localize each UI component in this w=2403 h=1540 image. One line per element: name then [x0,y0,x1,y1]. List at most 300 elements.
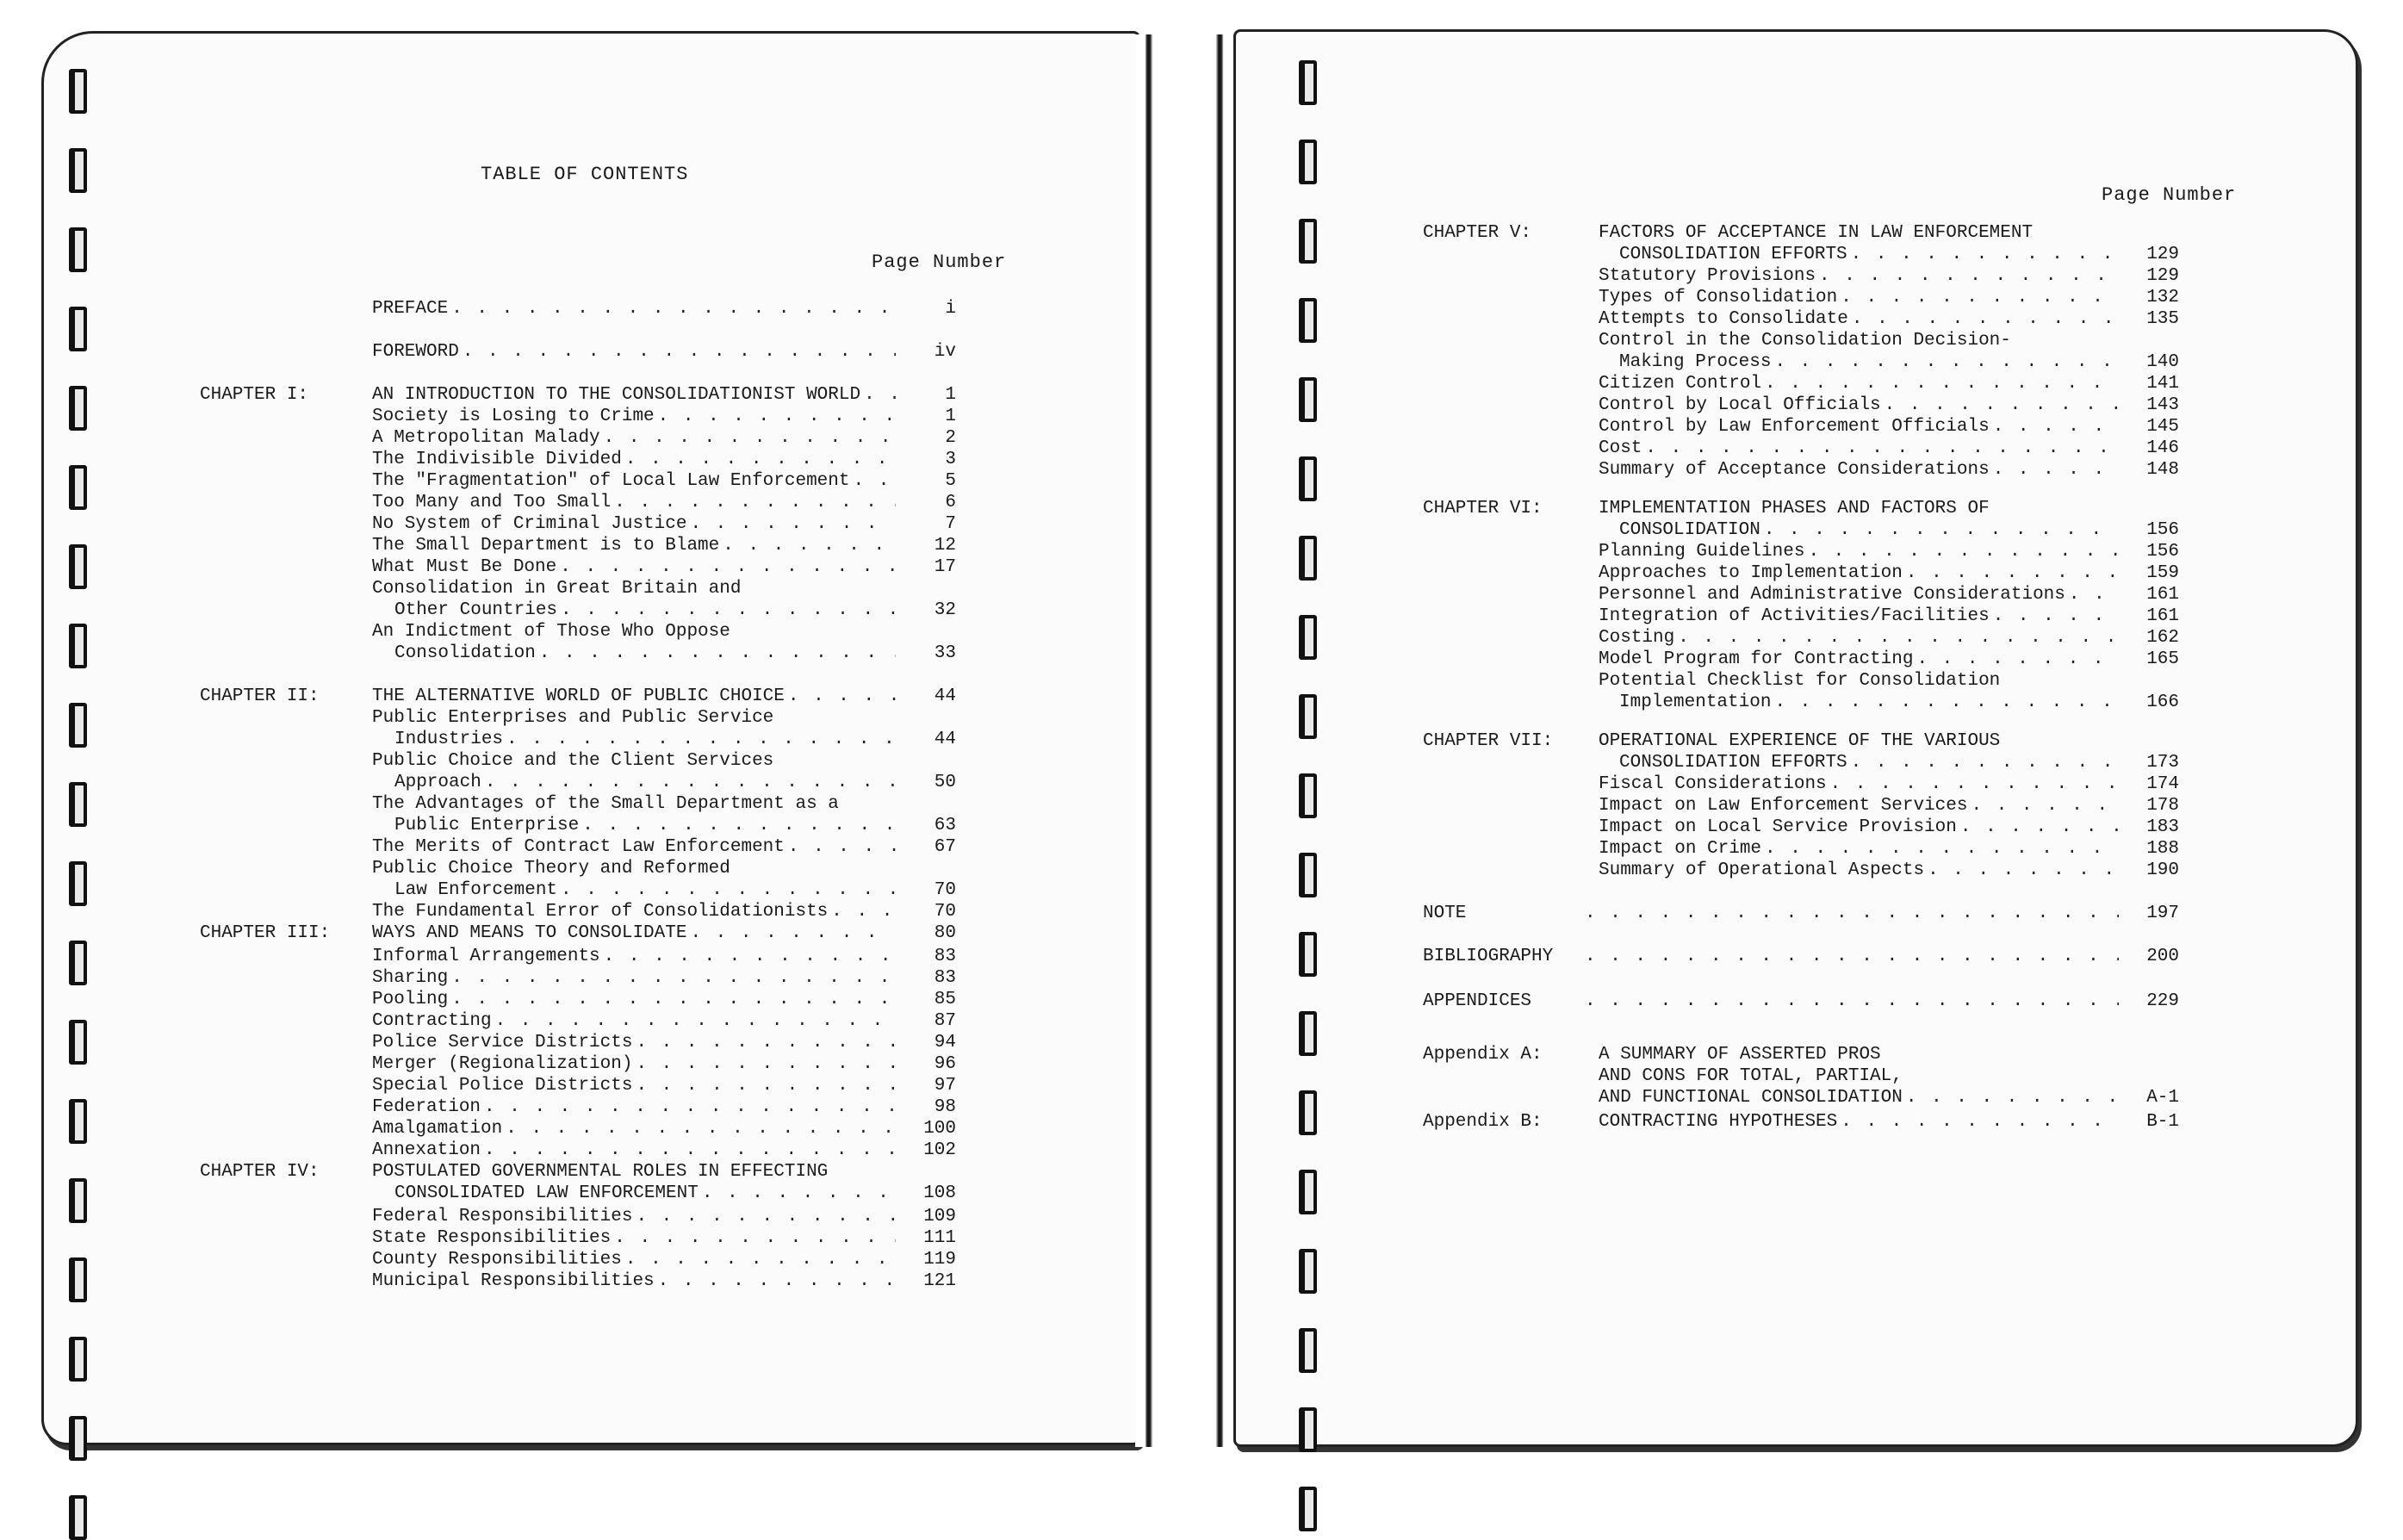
toc-entry [1599,584,2179,605]
toc-entry-title: Control by Law Enforcement Officials [1599,417,1990,437]
toc-entry [1599,541,2179,562]
toc-entry-title: Annexation [372,1140,481,1160]
dot-leader [448,967,896,989]
toc-entry [394,1183,956,1204]
dot-leader [503,729,896,750]
dot-leader [1903,1087,2119,1108]
binding-ring [69,386,87,431]
binding-ring [1299,1328,1317,1373]
toc-entry-title: Consolidation [394,643,536,663]
toc-page-number: iv [934,342,956,362]
binding-ring [1299,377,1317,422]
toc-entry [372,449,956,470]
binding-ring [69,1257,87,1302]
toc-chapter-label: CHAPTER III: [200,923,331,943]
toc-entry-title: Municipal Responsibilities [372,1271,655,1291]
toc-entry [394,772,956,793]
binding-ring [1299,694,1317,739]
book-gutter [1135,34,1233,1447]
binding-ring [1299,853,1317,897]
toc-page-number: 100 [923,1119,956,1139]
toc-entry-title: The Indivisible Divided [372,450,622,469]
toc-entry-title: Federation [372,1097,481,1117]
dot-leader [448,298,896,320]
toc-entry-title: Control in the Consolidation Decision- [1599,331,2011,351]
toc-entry [372,1227,956,1249]
dot-leader [1847,752,2119,773]
toc-entry-title: Pooling [372,990,449,1009]
dot-leader [448,989,896,1010]
dot-leader [1881,394,2119,416]
toc-page-number: 121 [923,1271,956,1291]
toc-entry [372,1206,956,1227]
dot-leader [655,1270,896,1292]
toc-chapter-label: APPENDICES [1423,991,1532,1011]
binding-ring [1299,536,1317,581]
binding-ring [1299,1487,1317,1531]
dot-leader [632,1032,896,1053]
dot-leader [611,492,896,513]
dot-leader [1837,1111,2119,1133]
toc-entry-title: The Fundamental Error of Consolidationists [372,902,829,922]
toc-page-number: 119 [923,1250,956,1270]
dot-leader [1581,903,2119,924]
dot-leader [686,513,896,535]
toc-page-number: 188 [2146,839,2179,859]
toc-page-number: 140 [2146,352,2179,372]
toc-entry-title: Industries [394,730,504,749]
dot-leader [828,901,896,922]
toc-entry [1581,946,2179,967]
toc-page-number: 200 [2146,947,2179,966]
toc-page-number: 109 [923,1207,956,1226]
toc-chapter-label: Appendix A: [1423,1045,1543,1065]
dot-leader [699,1183,896,1204]
toc-entry [1619,244,2179,265]
toc-entry [1599,773,2179,795]
toc-page-number: 162 [2146,628,2179,648]
toc-page-number: 174 [2146,774,2179,794]
toc-page-number: A-1 [2146,1088,2179,1108]
dot-leader [785,686,896,707]
toc-page-number: 85 [934,990,956,1009]
dot-leader [1642,438,2119,459]
toc-page-number: 156 [2146,520,2179,540]
binding-ring [69,1337,87,1382]
toc-entry-title: Public Enterprise [394,816,580,835]
binding-ring [1299,1407,1317,1452]
toc-entry [394,815,956,836]
dot-leader [860,384,896,406]
toc-entry-title: AN INTRODUCTION TO THE CONSOLIDATIONIST WORLD [372,385,861,405]
binding-ring [69,1495,87,1540]
toc-entry-title: CONSOLIDATED LAW ENFORCEMENT [394,1183,699,1203]
toc-page-number: 141 [2146,374,2179,394]
toc-entry [372,989,956,1010]
toc-page-number: 87 [934,1011,956,1031]
binding-ring [1299,1249,1317,1294]
toc-entry-title: Amalgamation [372,1119,503,1139]
toc-entry [1599,860,2179,881]
dot-leader [655,406,896,427]
binding-ring [1299,456,1317,501]
toc-entry [1599,795,2179,817]
binding-ring [1299,219,1317,264]
dot-leader [600,427,896,449]
toc-entry-title: Impact on Law Enforcement Services [1599,796,1968,816]
toc-page-number: 197 [2146,904,2179,923]
toc-chapter-label: CHAPTER V: [1423,223,1532,243]
dot-leader [557,879,896,901]
toc-entry [372,1139,956,1161]
toc-page-number: 32 [934,600,956,620]
toc-page-number: 6 [945,493,956,512]
toc-entry-title: AND FUNCTIONAL CONSOLIDATION [1599,1088,1903,1108]
toc-entry [394,729,956,750]
dot-leader [600,946,896,967]
dot-leader [1674,627,2119,649]
dot-leader [536,643,896,664]
right-spiral-binding [1299,60,1317,1531]
toc-entry-title: The Advantages of the Small Department as a [372,794,839,814]
toc-entry-title: The Small Department is to Blame [372,536,720,556]
toc-entry-title: The "Fragmentation" of Local Law Enforcement [372,471,850,491]
toc-page-number: 111 [923,1228,956,1248]
toc-entry-title: CONTRACTING HYPOTHESES [1599,1112,1838,1132]
toc-chapter-label: BIBLIOGRAPHY [1423,947,1554,966]
toc-entry-title: Attempts to Consolidate [1599,309,1848,329]
toc-page-number: 129 [2146,245,2179,264]
dot-leader [556,556,896,578]
toc-chapter-label: Appendix B: [1423,1112,1543,1132]
toc-page-number: 108 [923,1183,956,1203]
toc-entry-title: Summary of Operational Aspects [1599,860,1925,880]
toc-chapter-label: NOTE [1423,904,1467,923]
toc-entry [1619,752,2179,773]
binding-ring [69,861,87,906]
dot-leader [1847,244,2119,265]
toc-entry-title: Planning Guidelines [1599,542,1805,562]
toc-entry [1599,287,2179,308]
toc-page-number: 148 [2146,460,2179,480]
toc-page-number: 50 [934,773,956,792]
toc-entry-title: State Responsibilities [372,1228,612,1248]
toc-entry [1599,394,2179,416]
toc-page-number: 161 [2146,585,2179,605]
toc-entry-title: Other Countries [394,600,558,620]
toc-title: TABLE OF CONTENTS [481,164,689,185]
toc-entry [1599,373,2179,394]
toc-entry-title: Making Process [1619,352,1772,372]
toc-entry-title: Implementation [1619,692,1772,712]
toc-page-number: 159 [2146,563,2179,583]
toc-page-number: 44 [934,730,956,749]
toc-entry [372,341,956,363]
binding-ring [69,307,87,351]
toc-page-number: B-1 [2146,1112,2179,1132]
toc-page-number: i [945,299,956,319]
toc-entry [1599,838,2179,860]
toc-entry-title: Too Many and Too Small [372,493,612,512]
dot-leader [622,1249,896,1270]
toc-entry-title: Cost [1599,438,1642,458]
toc-entry-title: Merger (Regionalization) [372,1054,633,1074]
dot-leader [785,836,896,858]
binding-ring [69,1099,87,1144]
binding-ring [69,624,87,668]
toc-page-number: 1 [945,385,956,405]
toc-entry [372,922,956,944]
toc-entry-title: FACTORS OF ACCEPTANCE IN LAW ENFORCEMENT [1599,223,2034,243]
toc-page-number: 33 [934,643,956,663]
toc-entry [372,1053,956,1075]
toc-page-number: 80 [934,923,956,943]
dot-leader [502,1118,896,1139]
binding-ring [1299,1170,1317,1214]
toc-entry-title: Public Enterprises and Public Service [372,708,774,728]
toc-page-number: 94 [934,1033,956,1053]
toc-entry-title: Impact on Local Service Provision [1599,817,1957,837]
dot-leader [1924,860,2119,881]
binding-ring [1299,615,1317,660]
dot-leader [686,922,896,944]
toc-page-number: 1 [945,407,956,426]
toc-entry [372,556,956,578]
dot-leader [481,1096,896,1118]
dot-leader [719,535,896,556]
toc-entry [1599,459,2179,481]
dot-leader [611,1227,896,1249]
dot-leader [1990,416,2119,438]
toc-entry-title: The Merits of Contract Law Enforcement [372,837,785,857]
toc-entry-title: WAYS AND MEANS TO CONSOLIDATE [372,923,687,943]
dot-leader [1837,287,2119,308]
binding-ring [1299,1090,1317,1135]
binding-ring [1299,60,1317,105]
toc-page-number: 98 [934,1097,956,1117]
toc-entry [1599,1111,2179,1133]
toc-entry [372,1249,956,1270]
binding-ring [69,465,87,510]
binding-ring [1299,773,1317,818]
toc-page-number: 83 [934,947,956,966]
toc-page-number: 161 [2146,606,2179,626]
dot-leader [1804,541,2119,562]
toc-entry-title: Statutory Provisions [1599,266,1816,286]
dot-leader [632,1075,896,1096]
toc-entry-title: Citizen Control [1599,374,1762,394]
dot-leader [1957,817,2119,838]
binding-ring [69,941,87,985]
toc-entry-title: CONSOLIDATION EFFORTS [1619,245,1847,264]
toc-entry-title: A SUMMARY OF ASSERTED PROS [1599,1045,1881,1065]
toc-entry [372,946,956,967]
toc-entry-title: Approach [394,773,481,792]
toc-entry [372,901,956,922]
toc-entry [372,513,956,535]
dot-leader [481,772,896,793]
right-page-number-header: Page Number [2102,184,2237,206]
toc-entry [1619,351,2179,373]
binding-ring [69,1178,87,1223]
dot-leader [1848,308,2119,330]
toc-entry [372,686,956,707]
toc-entry [1581,990,2179,1012]
dot-leader [632,1206,896,1227]
toc-page-number: 96 [934,1054,956,1074]
toc-entry-title: Types of Consolidation [1599,288,1838,307]
toc-entry [1599,308,2179,330]
dot-leader [850,470,897,492]
toc-entry-title: FOREWORD [372,342,459,362]
toc-chapter-label: CHAPTER II: [200,686,320,706]
toc-entry [1599,416,2179,438]
dot-leader [481,1139,896,1161]
toc-entry [372,535,956,556]
toc-page-number: 70 [934,902,956,922]
toc-entry-title: Impact on Crime [1599,839,1762,859]
toc-entry [372,1032,956,1053]
toc-page-number: 12 [934,536,956,556]
toc-chapter-label: CHAPTER I: [200,385,309,405]
toc-entry-title: CONSOLIDATION [1619,520,1760,540]
toc-page-number: 143 [2146,395,2179,415]
dot-leader [632,1053,896,1075]
toc-chapter-label: CHAPTER VI: [1423,499,1543,519]
dot-leader [557,599,896,621]
toc-page-number: 156 [2146,542,2179,562]
dot-leader [1761,373,2119,394]
toc-entry-title: Society is Losing to Crime [372,407,655,426]
toc-entry-title: Law Enforcement [394,880,558,900]
toc-page-number: 146 [2146,438,2179,458]
toc-page-number: 166 [2146,692,2179,712]
toc-entry-title: Fiscal Considerations [1599,774,1827,794]
toc-entry [1599,265,2179,287]
binding-ring [69,703,87,748]
toc-page-number: 132 [2146,288,2179,307]
dot-leader [1581,990,2119,1012]
binding-ring [69,1020,87,1065]
dot-leader [2065,584,2119,605]
dot-leader [1990,605,2119,627]
toc-entry-title: OPERATIONAL EXPERIENCE OF THE VARIOUS [1599,731,2001,751]
binding-ring [1299,1011,1317,1056]
toc-entry-title: Potential Checklist for Consolidation [1599,671,2001,691]
toc-entry [1599,649,2179,670]
toc-entry [1599,438,2179,459]
left-spiral-binding [69,69,87,1540]
toc-entry-title: An Indictment of Those Who Oppose [372,622,730,642]
toc-entry [372,1270,956,1292]
toc-entry [372,427,956,449]
dot-leader [622,449,896,470]
toc-page-number: 129 [2146,266,2179,286]
dot-leader [1913,649,2119,670]
toc-entry [372,1075,956,1096]
toc-entry-title: Public Choice Theory and Reformed [372,859,730,879]
toc-page-number: 173 [2146,753,2179,773]
toc-entry [372,1096,956,1118]
toc-entry-title: Integration of Activities/Facilities [1599,606,1990,626]
toc-entry-title: CONSOLIDATION EFFORTS [1619,753,1847,773]
binding-ring [69,69,87,114]
toc-entry-title: IMPLEMENTATION PHASES AND FACTORS OF [1599,499,1990,519]
toc-page-number: 178 [2146,796,2179,816]
toc-page-number: 3 [945,450,956,469]
binding-ring [1299,932,1317,977]
toc-page-number: 145 [2146,417,2179,437]
toc-entry-title: Public Choice and the Client Services [372,751,774,771]
toc-entry-title: Sharing [372,968,449,988]
toc-entry-title: Approaches to Implementation [1599,563,1903,583]
dot-leader [1903,562,2119,584]
toc-entry-title: Personnel and Administrative Considerations [1599,585,2065,605]
toc-entry [394,879,956,901]
toc-page-number: 102 [923,1140,956,1160]
toc-entry [372,298,956,320]
dot-leader [1581,946,2119,967]
toc-page-number: 67 [934,837,956,857]
toc-entry-title: Contracting [372,1011,492,1031]
toc-entry-title: Informal Arrangements [372,947,600,966]
toc-entry [372,1010,956,1032]
binding-ring [69,148,87,193]
toc-entry-title: County Responsibilities [372,1250,622,1270]
toc-entry [372,1118,956,1139]
toc-entry [1619,692,2179,713]
toc-page-number: 7 [945,514,956,534]
toc-entry [372,492,956,513]
toc-page-number: 83 [934,968,956,988]
toc-chapter-label: CHAPTER IV: [200,1162,320,1182]
binding-ring [1299,140,1317,184]
dot-leader [1771,692,2119,713]
toc-chapter-label: CHAPTER VII: [1423,731,1554,751]
binding-ring [69,1416,87,1461]
dot-leader [1967,795,2119,817]
dot-leader [1990,459,2119,481]
toc-page-number: 63 [934,816,956,835]
toc-page-number: 17 [934,557,956,577]
toc-entry [372,836,956,858]
toc-entry-title: Federal Responsibilities [372,1207,633,1226]
dot-leader [1761,838,2119,860]
toc-entry [1599,817,2179,838]
toc-entry-title: Special Police Districts [372,1076,633,1096]
toc-page-number: 2 [945,428,956,448]
binding-ring [69,227,87,272]
left-page-number-header: Page Number [872,251,1007,273]
binding-ring [1299,298,1317,343]
toc-entry [1581,903,2179,924]
toc-entry-title: A Metropolitan Malady [372,428,600,448]
toc-entry [394,599,956,621]
toc-entry [1599,627,2179,649]
toc-entry-title: Police Service Districts [372,1033,633,1053]
toc-page-number: 229 [2146,991,2179,1011]
toc-entry [1619,519,2179,541]
binding-ring [69,782,87,827]
toc-entry-title: Consolidation in Great Britain and [372,579,742,599]
toc-entry [372,384,956,406]
binding-ring [69,544,87,589]
toc-entry [1599,1087,2179,1108]
dot-leader [1816,265,2119,287]
dot-leader [1827,773,2119,795]
toc-entry-title: Control by Local Officials [1599,395,1881,415]
toc-entry-title: Summary of Acceptance Considerations [1599,460,1990,480]
